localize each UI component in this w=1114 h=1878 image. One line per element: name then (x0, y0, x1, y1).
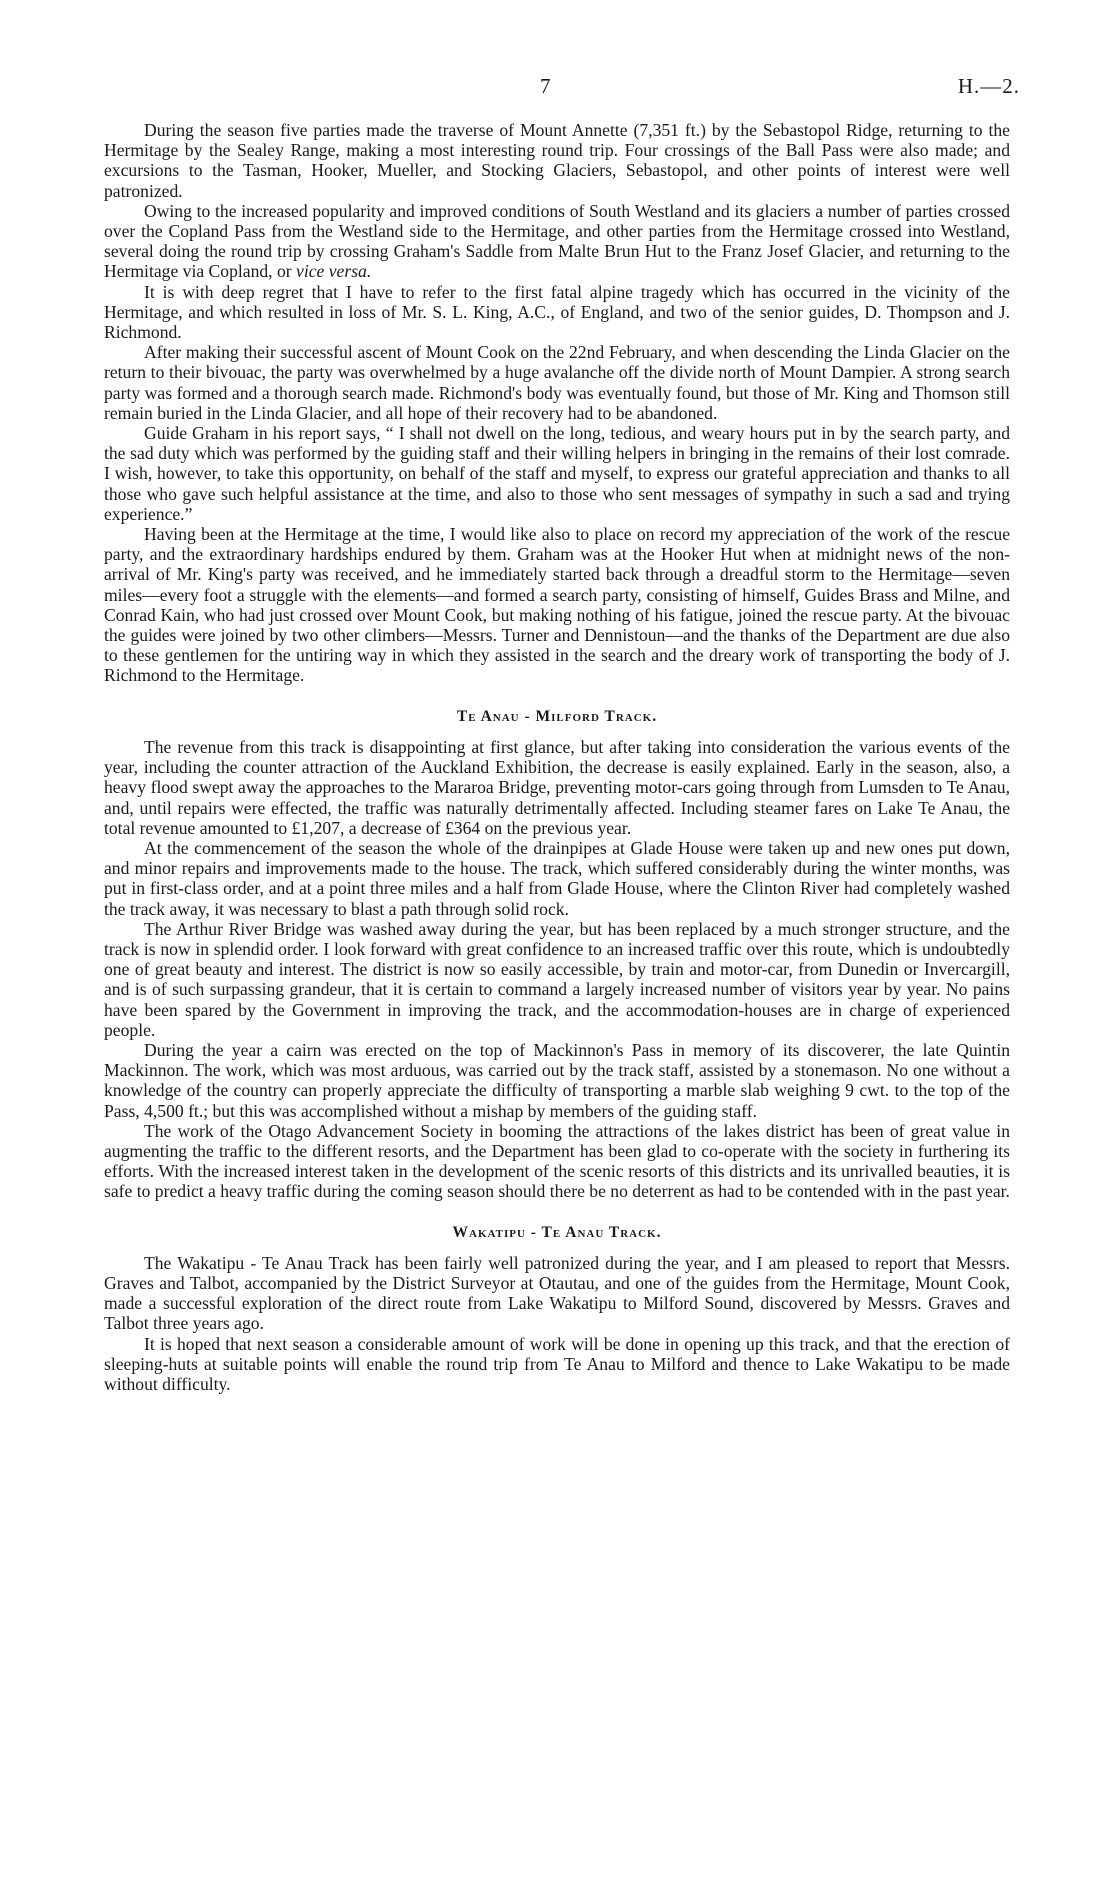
paragraph: The Wakatipu - Te Anau Track has been fairly well patronized during the year, and I am pleased to report that Messrs. Graves and Talbot, accompanied by the District Surveyor at Otautau, and one of the guides from the Hermitage, Mount Cook, made a successful exploration of the direct route from Lake Wakatipu to Milford Sound, discovered by Messrs. Graves and Talbot three years ago. (104, 1252, 1010, 1334)
paragraph: During the season five parties made the traverse of Mount Annette (7,351 ft.) by the Sebastopol Ridge, returning to the Hermitage by the Sealey Range, making a most interesting round trip. Four crossings of the Ball Pass were also made; and excursions to the Tasman, Hooker, Mueller, and Stocking Glaciers, Sebastopol, and other points of interest were well patronized. (104, 120, 1010, 201)
paragraph: The work of the Otago Advancement Society in booming the attractions of the lakes district has been of great value in augmenting the traffic to the different resorts, and the Department has been glad to co-operate with the society in furthering its efforts. With the increased interest taken in the development of the scenic resorts of this districts and its unrivalled beauties, it is safe to predict a heavy traffic during the coming season should there be no deterrent as had to be contended with in the past year. (104, 1120, 1010, 1202)
paragraph (104, 201, 1010, 282)
paragraph: At the commencement of the season the whole of the drainpipes at Glade House were taken up and new ones put down, and minor repairs and improvements made to the house. The track, which suffered considerably during the winter months, was put in first-class order, and at a point three miles and a half from Glade House, where the Clinton River had completely washed the track away, it was necessary to blast a path through solid rock. (104, 837, 1010, 919)
body-text (104, 120, 1010, 1394)
paragraph: Having been at the Hermitage at the time, I would like also to place on record my appreciation of the work of the rescue party, and the extraordinary hardships endured by them. Graham was at the Hooker Hut when at midnight news of the non-arrival of Mr. King's party was received, and he immediately started back through a dreadful storm to the Hermitage—seven miles—every foot a struggle with the elements—and formed a search party, consisting of himself, Guides Brass and Milne, and Conrad Kain, who had just crossed over Mount Cook, but making nothing of his fatigue, joined the rescue party. At the bivouac the guides were joined by two other climbers—Messrs. Turner and Dennistoun—and the thanks of the Department are due also to these gentlemen for the untiring way in which they assisted in the search and the dreary work of transporting the body of J. Richmond to the Hermitage. (104, 524, 1010, 686)
paragraph: During the year a cairn was erected on the top of Mackinnon's Pass in memory of its discoverer, the late Quintin Mackinnon. The work, which was most arduous, was carried out by the track staff, assisted by a stonemason. No one without a knowledge of the country can properly appreciate the difficulty of transporting a marble slab weighing 9 cwt. to the top of the Pass, 4,500 ft.; but this was accomplished without a mishap by members of the guiding staff. (104, 1039, 1010, 1121)
paragraph: It is hoped that next season a considerable amount of work will be done in opening up this track, and that the erection of sleeping-huts at suitable points will enable the round trip from Te Anau to Milford and thence to Lake Wakatipu to be made without difficulty. (104, 1333, 1010, 1394)
paragraph: The revenue from this track is disappointing at first glance, but after taking into consideration the various events of the year, including the counter attraction of the Auckland Exhibition, the decrease is easily explained. Early in the season, also, a heavy flood swept away the approaches to the Mararoa Bridge, preventing motor-cars going through from Lumsden to Te Anau, and, until repairs were effected, the traffic was naturally detrimentally affected. Including steamer fares on Lake Te Anau, the total revenue amounted to £1,207, a decrease of £364 on the previous year. (104, 736, 1010, 838)
paragraph: It is with deep regret that I have to refer to the first fatal alpine tragedy which has occurred in the vicinity of the Hermitage, and which resulted in loss of Mr. S. L. King, A.C., of England, and two of the senior guides, D. Thompson and J. Richmond. (104, 281, 1010, 343)
paragraph: Guide Graham in his report says, “ I shall not dwell on the long, tedious, and weary hours put in by the search party, and the sad duty which was performed by the guiding staff and their willing helpers in bringing in the remains of their lost comrade. I wish, however, to take this opportunity, on behalf of the staff and myself, to express our grateful appreciation and thanks to all those who gave such helpful assistance at the time, and also to those who sent messages of sympathy in such a sad and trying experience.” (104, 423, 1010, 524)
document-reference: H.—2. (957, 74, 1020, 98)
italic-phrase: vice versa. (296, 261, 372, 282)
paragraph-text: Owing to the increased popularity and improved conditions of South Westland and its glaciers a number of parties crossed over the Copland Pass from the Westland side to the Hermitage, and other parties from the Hermitage crossed into Westland, several doing the round trip by crossing Graham's Saddle from Malte Brun Hut to the Franz Josef Glacier, and returning to the Hermitage via Copland, or (104, 200, 1010, 282)
section-heading-te-anau-milford: Te Anau - Milford Track. (456, 707, 658, 725)
page-number: 7 (540, 74, 551, 98)
page-header (0, 74, 1114, 100)
section-heading-wakatipu-te-anau: Wakatipu - Te Anau Track. (452, 1223, 662, 1241)
paragraph: After making their successful ascent of Mount Cook on the 22nd February, and when descending the Linda Glacier on the return to their bivouac, the party was overwhelmed by a huge avalanche off the divide north of Mount Dampier. A strong search party was formed and a thorough search made. Richmond's body was eventually found, but those of Mr. King and Thomson still remain buried in the Linda Glacier, and all hope of their recovery had to be abandoned. (104, 342, 1010, 423)
paragraph: The Arthur River Bridge was washed away during the year, but has been replaced by a much stronger structure, and the track is now in splendid order. I look forward with great confidence to an increased traffic over this route, which is undoubtedly one of great beauty and interest. The district is now so easily accessible, by train and motor-car, from Dunedin or Invercargill, and is of such surpassing grandeur, that it is certain to command a largely increased number of visitors year by year. No pains have been spared by the Government in improving the track, and the accommodation-houses are in charge of experienced people. (104, 918, 1010, 1040)
